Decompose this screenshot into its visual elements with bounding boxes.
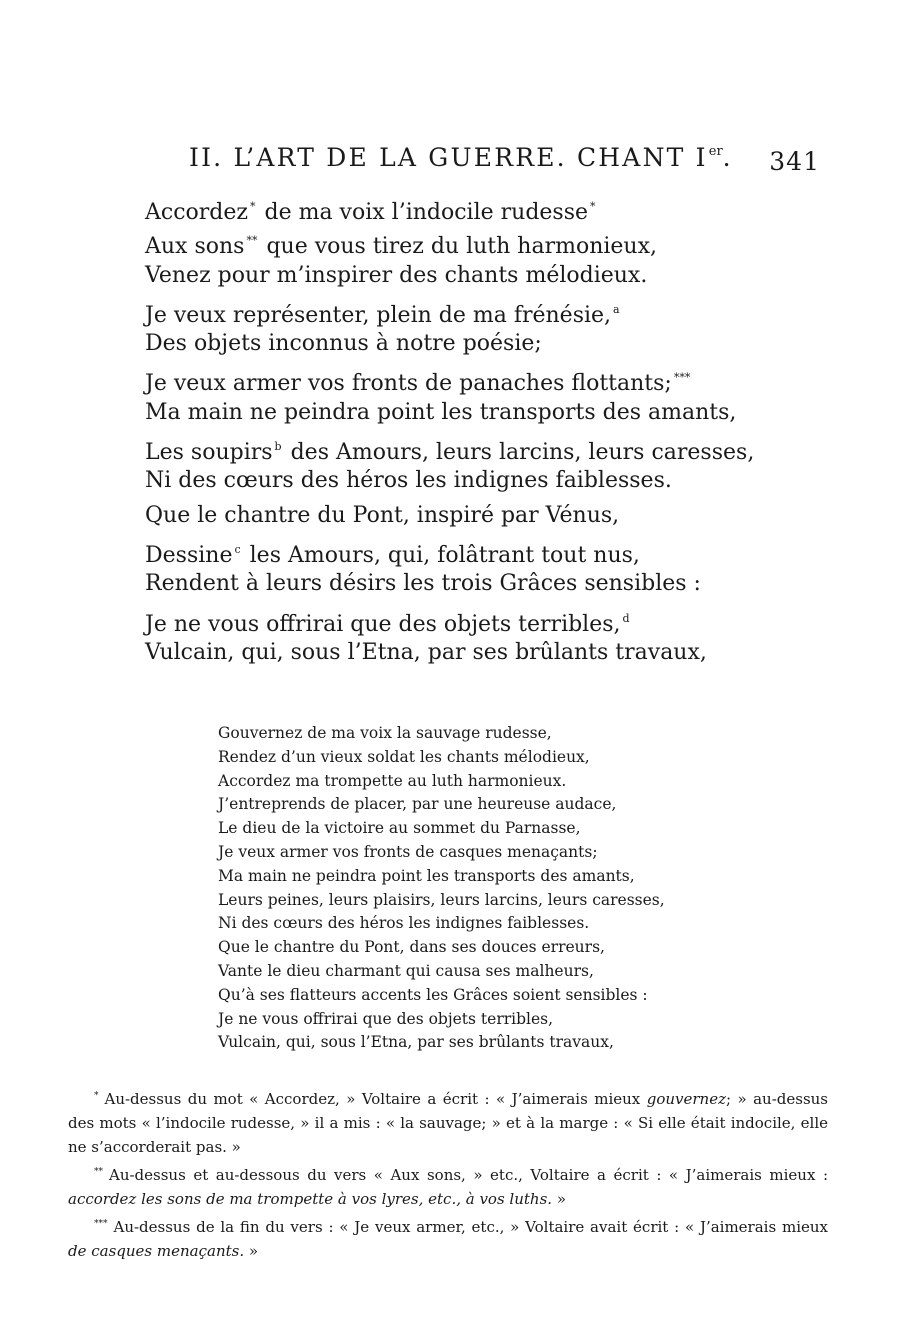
verse-text: Je veux armer vos fronts de panaches flottants; xyxy=(145,371,672,397)
verse-text-continued: les Amours, qui, folâtrant tout nus, xyxy=(242,542,640,568)
footnote-italic-text: accordez les sons de ma trompette à vos lyres, etc., à vos luths. xyxy=(68,1190,553,1208)
note-reference-mark: ** xyxy=(246,234,258,248)
note-reference-mark: b xyxy=(274,440,282,454)
chant-superscript: er xyxy=(708,144,723,159)
note-reference-mark: * xyxy=(590,200,596,213)
verse-text-continued: des Amours, leurs larcins, leurs caresses, xyxy=(283,440,755,466)
variant-line: Gouvernez de ma voix la sauvage rudesse, xyxy=(218,724,552,742)
footnote-mark: * xyxy=(94,1091,99,1101)
page-header xyxy=(0,143,900,183)
footnote-text: Au-dessus de la fin du vers : « Je veux armer, etc., » Voltaire avait écrit : « J’aimerais mieux xyxy=(113,1218,828,1236)
footnote-italic-text: de casques menaçants. xyxy=(68,1242,245,1260)
verse-text: Des objets inconnus à notre poésie; xyxy=(145,331,542,357)
footnote xyxy=(68,1212,828,1263)
variant-line: Accordez ma trompette au luth harmonieux. xyxy=(218,771,567,790)
footnote-text: Au-dessus et au-dessous du vers « Aux sons, » etc., Voltaire a écrit : « J’aimerais mieux : xyxy=(109,1166,828,1184)
verse-text: Les soupirs xyxy=(145,440,273,466)
variant-line: Leurs peines, leurs plaisirs, leurs larcins, leurs caresses, xyxy=(218,890,665,909)
verse-line xyxy=(145,533,845,567)
variant-text xyxy=(218,722,778,1055)
verse-text: Dessine xyxy=(145,542,233,568)
footnote-mark: *** xyxy=(94,1219,108,1229)
footnote-italic-text: gouvernez xyxy=(646,1090,726,1108)
verse-line xyxy=(145,396,845,430)
verse-line xyxy=(145,259,845,293)
variant-line: Je ne vous offrirai que des objets terribles, xyxy=(218,1009,554,1028)
verse-text: Je veux représenter, plein de ma frénésie, xyxy=(145,302,612,328)
running-head-period: . xyxy=(722,143,733,172)
footnote xyxy=(68,1084,828,1159)
poem-verses xyxy=(145,190,845,670)
verse-text: Rendent à leurs désirs les trois Grâces sensibles : xyxy=(145,571,701,597)
verse-line xyxy=(145,190,845,224)
variant-line: Vulcain, qui, sous l’Etna, par ses brûlants travaux, xyxy=(218,1033,614,1052)
verse-line xyxy=(145,567,845,601)
variant-line: Le dieu de la victoire au sommet du Parnasse, xyxy=(218,819,581,838)
verse-line xyxy=(145,224,845,258)
variant-line: Qu’à ses flatteurs accents les Grâces soient sensibles : xyxy=(218,985,648,1004)
note-reference-mark: c xyxy=(234,542,241,556)
verse-text: Accordez xyxy=(145,200,248,225)
variant-line: Ma main ne peindra point les transports des amants, xyxy=(218,866,635,885)
verse-line xyxy=(145,602,845,636)
verse-text: Ni des cœurs des héros les indignes faiblesses. xyxy=(145,468,672,494)
verse-line xyxy=(145,636,845,670)
variant-line: Que le chantre du Pont, dans ses douces erreurs, xyxy=(218,938,605,957)
footnote-mark: ** xyxy=(94,1167,103,1177)
footnote xyxy=(68,1160,828,1211)
note-reference-mark: * xyxy=(250,200,256,213)
note-reference-mark: a xyxy=(613,302,620,316)
verse-text: Venez pour m’inspirer des chants mélodieux. xyxy=(145,262,648,288)
variant-line: Vante le dieu charmant qui causa ses malheurs, xyxy=(218,961,594,980)
verse-text: Que le chantre du Pont, inspiré par Vénus, xyxy=(145,502,620,528)
note-reference-mark: *** xyxy=(673,371,691,385)
verse-text-continued: que vous tirez du luth harmonieux, xyxy=(259,234,657,260)
variant-line: Rendez d’un vieux soldat les chants mélodieux, xyxy=(218,747,590,766)
verse-line xyxy=(145,464,845,498)
variant-line: Ni des cœurs des héros les indignes faiblesses. xyxy=(218,914,590,933)
running-head xyxy=(189,143,733,172)
footnote-text: ; » au-dessus des mots « l’indocile rudesse, » il a mis : « la sauvage; » et à la marge : « Si elle était indocile, elle ne s’accorderait pas. » xyxy=(68,1090,829,1156)
verse-text: Ma main ne peindra point les transports des amants, xyxy=(145,399,737,425)
verse-text: Aux sons xyxy=(145,234,245,260)
footnote-text: » xyxy=(244,1242,259,1260)
verse-text-continued: de ma voix l’indocile rudesse xyxy=(257,200,589,225)
page-number: 341 xyxy=(769,147,820,176)
variant-line: J’entreprends de placer, par une heureuse audace, xyxy=(218,795,617,814)
footnote-text: » xyxy=(552,1190,566,1208)
footnotes xyxy=(68,1084,828,1264)
verse-line xyxy=(145,361,845,395)
verse-line xyxy=(145,327,845,361)
verse-line xyxy=(145,293,845,327)
verse-line xyxy=(145,430,845,464)
verse-line xyxy=(145,499,845,533)
verse-text: Je ne vous offrirai que des objets terribles, xyxy=(145,611,621,637)
footnote-text: Au-dessus du mot « Accordez, » Voltaire a écrit : « J’aimerais mieux xyxy=(104,1090,647,1108)
note-reference-mark: d xyxy=(622,611,630,625)
running-head-text: II. L’ART DE LA GUERRE. CHANT I xyxy=(189,143,708,172)
variant-line: Je veux armer vos fronts de casques menaçants; xyxy=(218,842,598,861)
verse-text: Vulcain, qui, sous l’Etna, par ses brûlants travaux, xyxy=(145,639,707,665)
